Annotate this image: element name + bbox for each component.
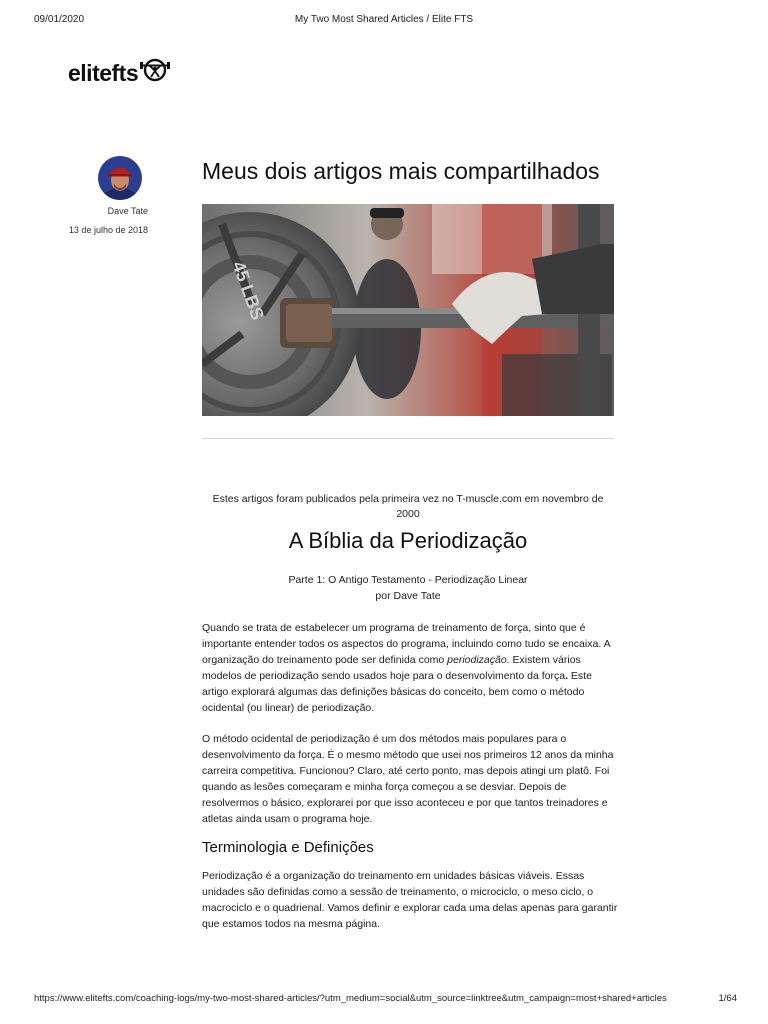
hero-image (202, 204, 614, 416)
paragraph-1-part-c: Este artigo explorará algumas das definições básicas do conceito, bem como o método ocidental (ou linear) de periodização. (202, 670, 592, 714)
section-divider (202, 438, 614, 439)
print-date: 09/01/2020 (34, 14, 85, 25)
logo-text: elitefts (68, 60, 139, 86)
article-byline: por Dave Tate (375, 590, 441, 602)
paragraph-3: Periodização é a organização do treinamento em unidades básicas viáveis. Essas unidades são definidas como a sessão de treinamento, o microciclo, o meso ciclo, o macrociclo e o quadrienal. Vamos definir e explorar cada uma delas apenas para garantir que estamos todos na mesma página. (202, 870, 618, 930)
paragraph-2: O método ocidental de periodização é um dos métodos mais populares para o desenvolvimento da força. É o mesmo método que usei nos primeiros 12 anos da minha carreira competitiva. Funcionou? Claro, até certo ponto, mas depois atingi um platô. Foi quando as lesões começaram e minha força começou a se desviar. Depois de resolvermos o básico, explorarei por que isso aconteceu e por que tantos treinadores e atletas ainda usam o programa hoje. (202, 733, 614, 825)
svg-text:45 LBS: 45 LBS (228, 258, 268, 323)
print-url[interactable]: https://www.elitefts.com/coaching-logs/my-two-most-shared-articles/?utm_medium=social&utm_source=linktree&utm_campaign=most+shared+articles (34, 993, 667, 1004)
elitefts-logo[interactable] (68, 60, 170, 87)
article-subtitle: Parte 1: O Antigo Testamento - Periodização Linear (288, 574, 528, 586)
author-name[interactable]: Dave Tate (107, 206, 148, 216)
post-title: Meus dois artigos mais compartilhados (202, 158, 600, 184)
print-page-title: My Two Most Shared Articles / Elite FTS (294, 14, 474, 25)
section-heading: Terminologia e Definições (202, 839, 374, 856)
post-date: 13 de julho de 2018 (68, 225, 148, 235)
paragraph-1-strong: . (565, 670, 568, 682)
paragraph-1-part-a: Quando se trata de estabelecer um programa de treinamento de força, sinto que é importante entender todos os aspectos do programa, incluindo como tudo se encaixa. A organização do treinamento pode ser definida como (202, 622, 611, 666)
paragraph-1 (202, 620, 618, 716)
article-intro: Estes artigos foram publicados pela primeira vez no T-muscle.com em novembro de 2000 (212, 493, 604, 520)
paragraph-1-part-b: Existem vários modelos de periodização sendo usados hoje para o desenvolvimento da força (202, 654, 581, 682)
paragraph-1-emphasis: periodização. (447, 654, 510, 666)
print-page-number: 1/64 (718, 993, 737, 1004)
barbell-lifter-icon (140, 58, 170, 87)
author-avatar[interactable] (98, 156, 142, 200)
article-heading: A Bíblia da Periodização (288, 528, 528, 553)
